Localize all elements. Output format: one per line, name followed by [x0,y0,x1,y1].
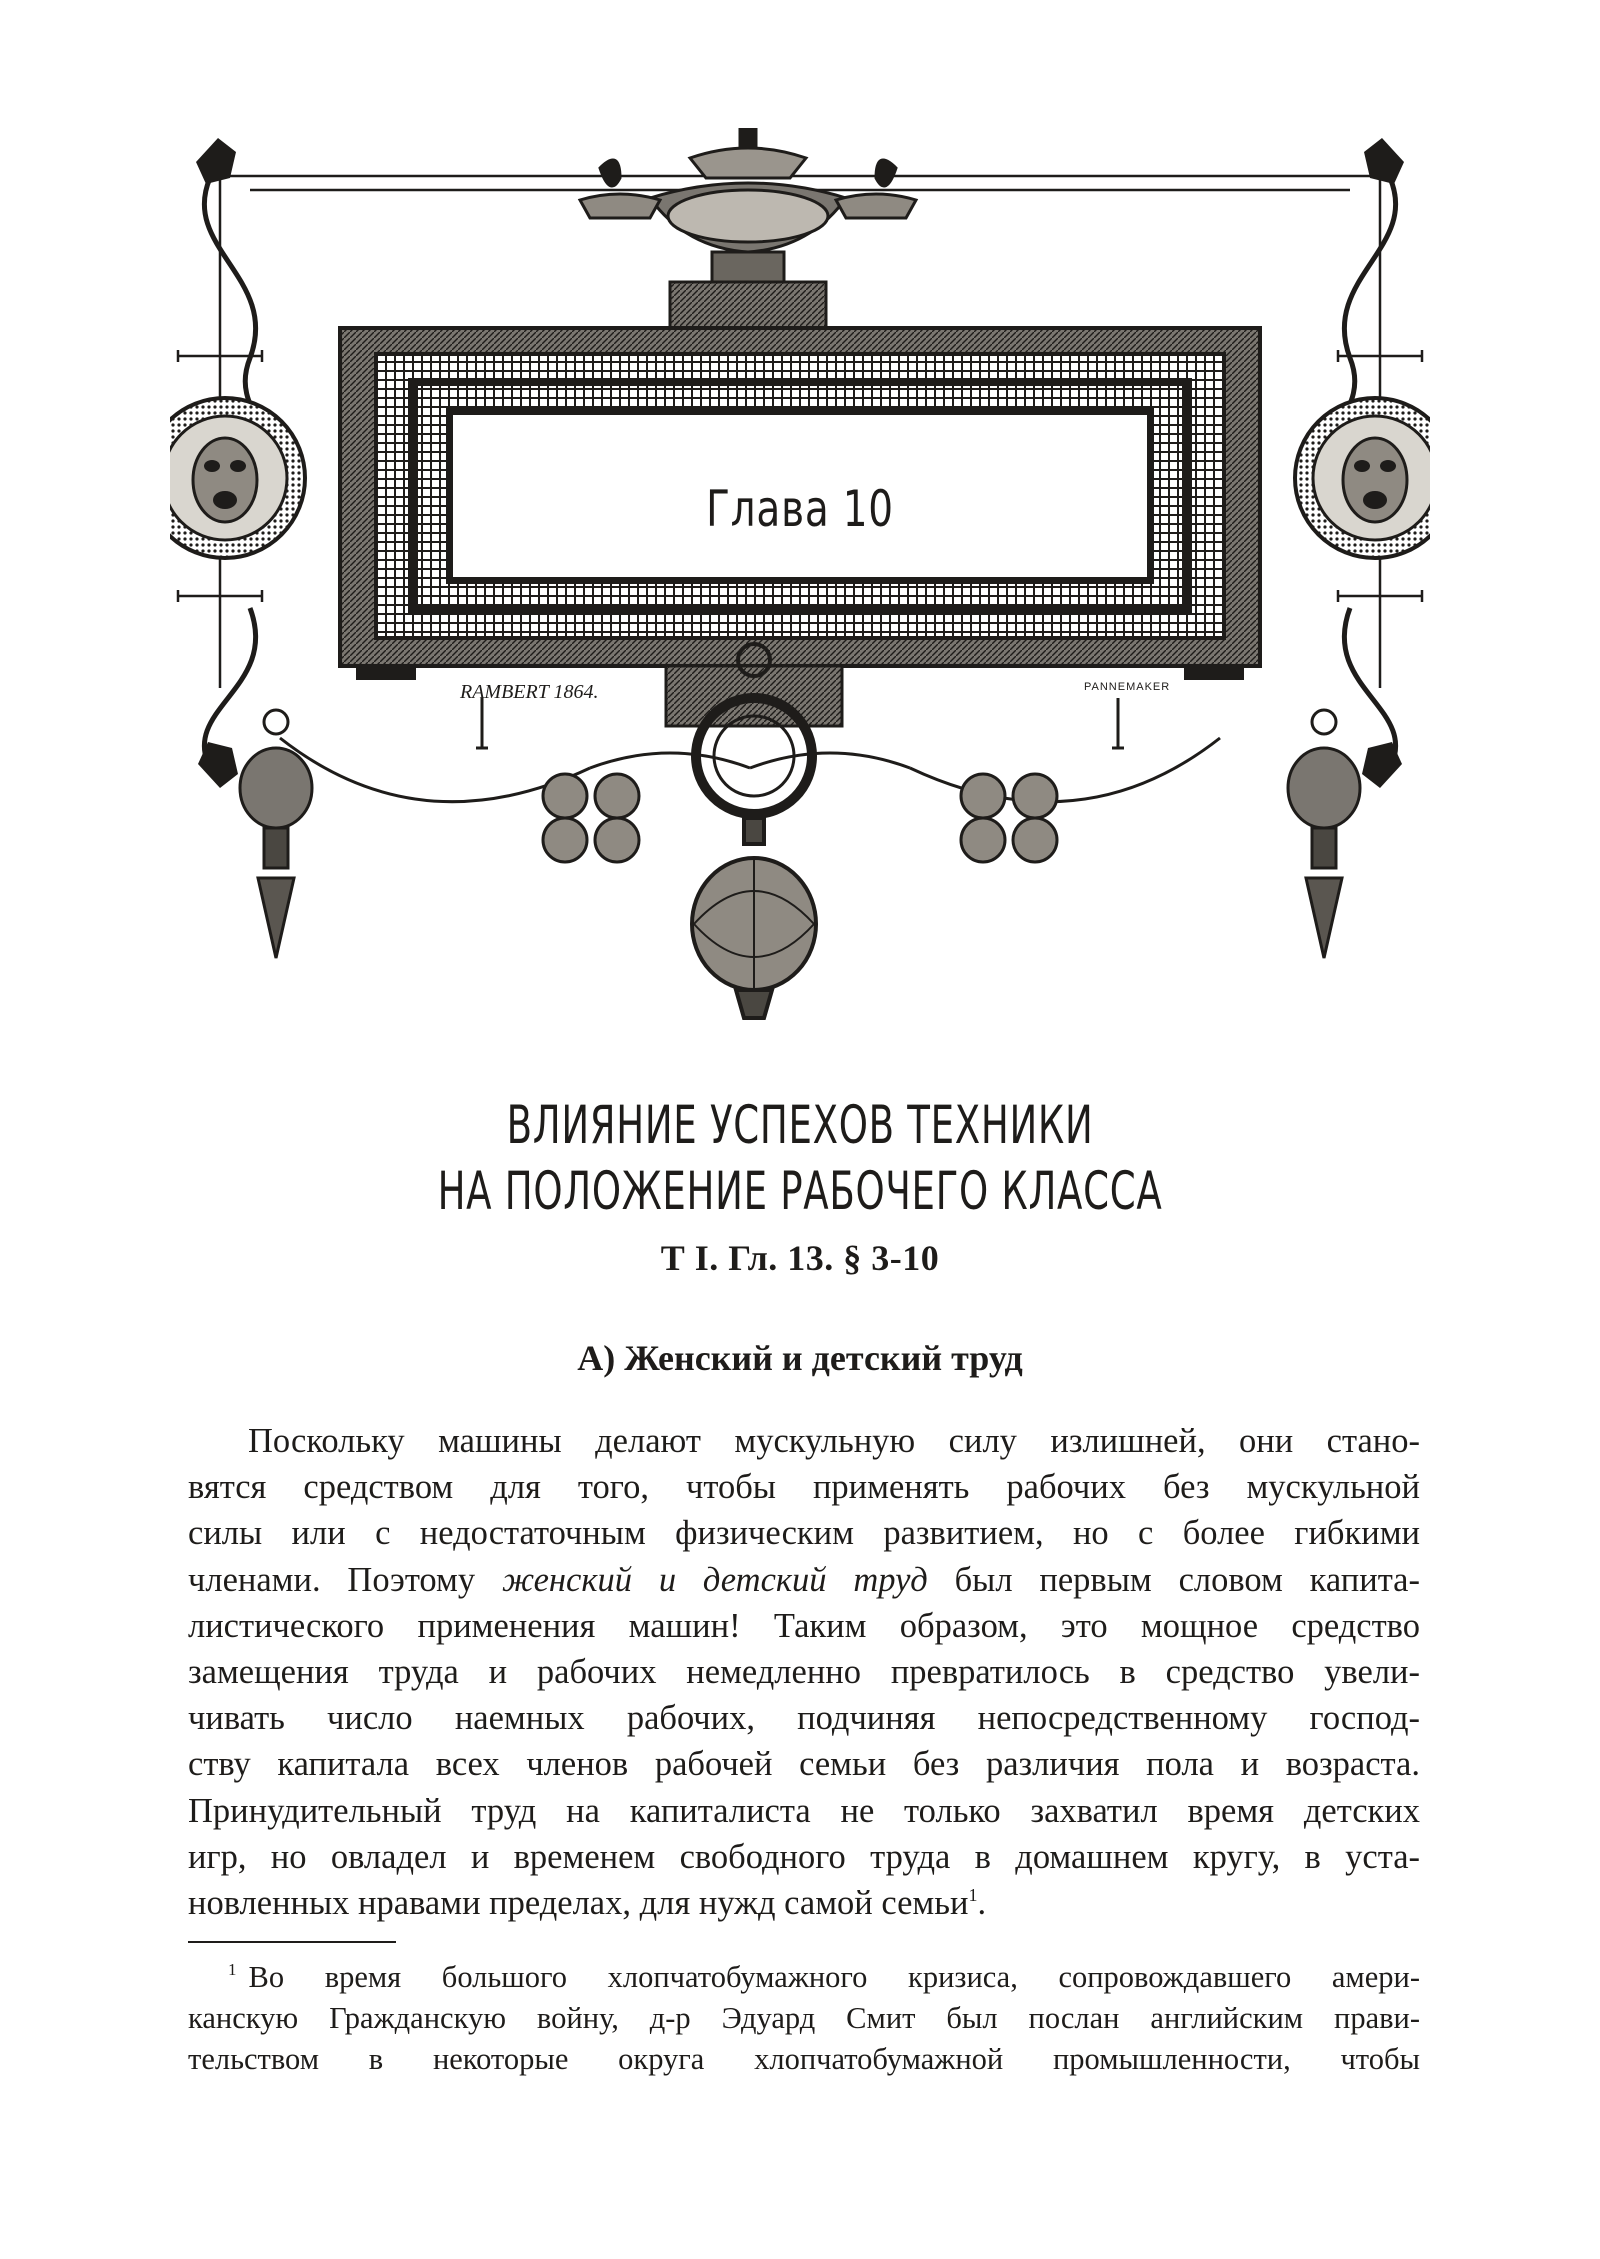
chapter-title-line: НА ПОЛОЖЕНИЕ РАБОЧЕГО КЛАССА [437,1161,1163,1222]
chapter-title-line: ВЛИЯНИЕ УСПЕХОВ ТЕХНИКИ [506,1095,1094,1156]
source-reference: Т I. Гл. 13. § 3-10 [660,1238,940,1278]
footnote [188,1957,1420,2080]
ornamental-frame-illustration [170,128,1430,1040]
body-text-run: членами. Поэтому [188,1560,502,1599]
engraver-signature-right: PANNEMAKER [1084,681,1171,693]
body-line: Поскольку машины делают мускульную силу излишней, они стано- [248,1422,1420,1460]
body-text-run: . [977,1883,987,1922]
body-line [188,1557,1420,1603]
left-pendant [240,710,312,958]
body-text-run: новленных нравами пределах, для нужд самой семьи [188,1883,969,1922]
body-line: чивать число наемных рабочих, подчиняя непосредственному господ- [188,1699,1420,1738]
footnote-line: тельством в некоторые округа хлопчатобумажной промышленности, чтобы [188,2042,1420,2076]
body-line: вятся средством для того, чтобы применять рабочих без мускульной [188,1468,1420,1507]
footnote-marker: 1 [228,1960,237,1979]
body-line: листического применения машин! Таким образом, это мощное средство [188,1606,1420,1645]
right-bead-cluster [961,774,1057,862]
engraver-signature-left: RAMBERT 1864. [460,681,599,703]
body-line: игр, но овладел и временем свободного труда в домашнем кругу, в уста- [188,1837,1420,1876]
footnote-text-run: Во время большого хлопчатобумажного кризиса, сопровождавшего амери- [248,1960,1420,1994]
left-bead-cluster [543,774,639,862]
body-line: Принудительный труд на капиталиста не только захватил время детских [188,1791,1420,1830]
footnote-reference: 1 [968,1884,978,1905]
oil-lamp-ornament [580,128,916,330]
body-text-run: был первым словом капита- [927,1560,1420,1599]
body-line [188,1880,1420,1926]
body-paragraph [188,1418,1420,1926]
body-line: силы или с недостаточным физическим развитием, но с более гибкими [188,1514,1420,1553]
footnote-line [188,1957,1420,1998]
right-pendant [1288,710,1360,958]
section-heading: А) Женский и детский труд [577,1338,1023,1378]
footnote-divider [188,1941,396,1943]
footnote-line: канскую Гражданскую войну, д-р Эдуард Смит был послан английским прави- [188,2001,1420,2035]
chapter-label: Глава 10 [706,480,894,538]
body-line: ству капитала всех членов рабочей семьи без различия пола и возраста. [188,1745,1420,1784]
chapter-title [240,1093,1360,1225]
body-line: замещения труда и рабочих немедленно превратилось в средство увели- [188,1652,1420,1691]
italic-emphasis: женский и детский труд [501,1560,928,1599]
